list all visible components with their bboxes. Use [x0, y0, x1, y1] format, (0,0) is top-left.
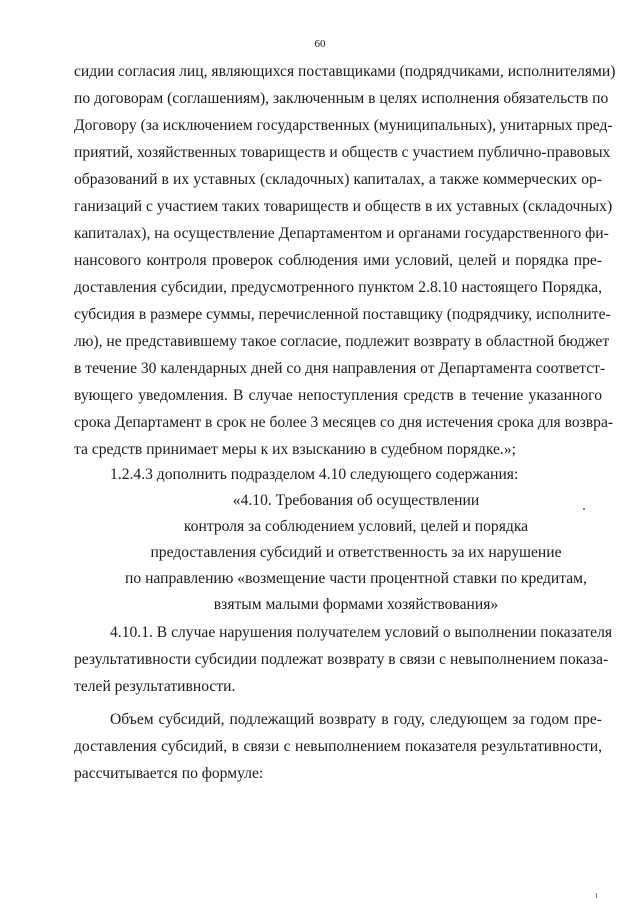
text-line: субсидия в размере суммы, перечисленной поставщику (подрядчику, исполните- — [74, 306, 611, 323]
text-line: Договору (за исключением государственных (муниципальных), унитарных пред- — [74, 117, 613, 134]
text-line: нансового контроля проверок соблюдения ими условий, целей и порядка пре- — [74, 252, 602, 269]
text-line: доставления субсидий, в связи с невыполнением показателя результативности, — [74, 738, 602, 755]
text-line: срока Департамент в срок не более 3 месяцев со дня истечения срока для возвра- — [74, 414, 614, 431]
text-line: Объем субсидий, подлежащий возврату в году, следующем за годом пре- — [110, 711, 602, 728]
text-line: лю), не представившему такое согласие, подлежит возврату в областной бюджет — [74, 333, 610, 350]
heading-line: предоставления субсидий и ответственность за их нарушение — [150, 544, 562, 561]
text-line: приятий, хозяйственных товариществ и обществ с участием публично-правовых — [74, 144, 611, 161]
scan-speck — [583, 508, 585, 510]
text-line: ганизаций с участием таких товариществ и обществ в их уставных (складочных) — [74, 198, 613, 215]
text-line: рассчитывается по формуле: — [74, 765, 264, 782]
text-line: вующего уведомления. В случае непоступления средств в течение указанного — [74, 387, 602, 404]
heading-line: контроля за соблюдением условий, целей и порядка — [183, 518, 529, 535]
paragraph-2: 1.2.4.3 дополнить подразделом 4.10 следующего содержания: — [110, 466, 519, 483]
heading-line: по направлению «возмещение части процентной ставки по кредитам, — [125, 570, 587, 587]
text-line: по договорам (соглашениям), заключенным в целях исполнения обязательств по — [74, 90, 609, 107]
text-line: капиталах), на осуществление Департаментом и органами государственного фи- — [74, 225, 609, 242]
text-line: доставления субсидии, предусмотренного пунктом 2.8.10 настоящего Порядка, — [74, 279, 602, 296]
heading-line: «4.10. Требования об осуществлении — [232, 492, 480, 509]
text-line: образований в их уставных (складочных) капиталах, а также коммерческих ор- — [74, 171, 602, 188]
text-line: телей результативности. — [74, 678, 236, 695]
scan-speck — [596, 893, 597, 898]
text-line: результативности субсидии подлежат возврату в связи с невыполнением показа- — [74, 651, 609, 668]
text-line: та средств принимает меры к их взысканию в судебном порядке.»; — [74, 441, 516, 458]
text-line: в течение 30 календарных дней со дня направления от Департамента соответст- — [74, 360, 606, 377]
heading-line: взятым малыми формами хозяйствования» — [213, 596, 499, 613]
text-line: сидии согласия лиц, являющихся поставщиками (подрядчиками, исполнителями) — [74, 63, 616, 80]
text-line: 4.10.1. В случае нарушения получателем условий о выполнении показателя — [110, 624, 613, 641]
page-number: 60 — [314, 38, 326, 50]
